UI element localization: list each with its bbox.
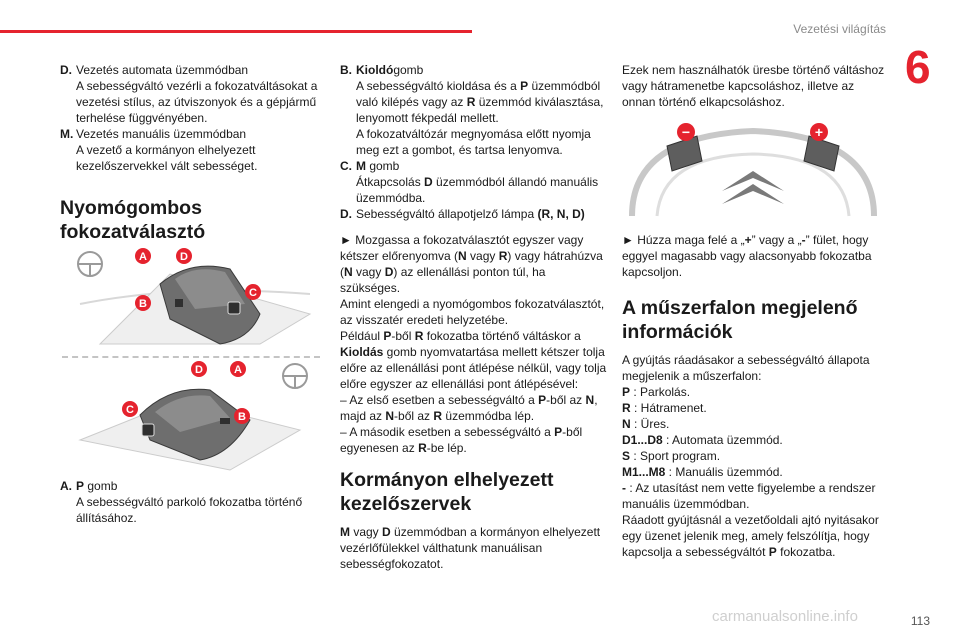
definition-text: Átkapcsolás D üzemmódból állandó manuális üzemmódba. <box>356 175 599 205</box>
definition-text: A sebességváltó vezérli a fokozatváltásokat a vezetési stílus, az útviszonyok és a gépjármű terhelése függvényében. <box>76 79 318 125</box>
page-number: 113 <box>910 614 930 628</box>
definition-text: A fokozatváltózár megnyomása előtt nyomja meg ezt a gombot, és tartsa lenyomva. <box>356 127 591 157</box>
label-d-marker <box>176 248 192 264</box>
definition-key: B. <box>340 63 352 77</box>
minus-paddle <box>667 136 702 171</box>
paddle-instruction: ► Húzza maga felé a „+” vagy a „-” fület, hogy eggyel magasabb vagy alacsonyabb fokozatba kapcsoljon. <box>622 233 872 279</box>
plus-paddle <box>804 136 839 171</box>
gear-state-item: M1...M8 : Manuális üzemmód. <box>622 465 783 479</box>
definition-term: M <box>356 159 366 173</box>
instruction-paragraph: ► Mozgassa a fokozatválasztót egyszer vagy kétszer előrenyomva (N vagy R) vagy hátrahúzva (N vagy D) az ellenállási ponton túl, ha szükséges. <box>340 233 603 295</box>
chapter-number: 6 <box>905 41 931 93</box>
label-b-marker <box>135 295 151 311</box>
svg-text:−: − <box>681 124 691 140</box>
definition-text: Sebességváltó állapotjelző lámpa (R, N, D) <box>356 207 585 221</box>
definition-term: Kioldó <box>356 63 394 77</box>
gear-state-list <box>622 384 886 512</box>
svg-text:B: B <box>139 298 147 310</box>
label-d-marker <box>191 361 207 377</box>
gear-state-item: S : Sport program. <box>622 449 721 463</box>
definition-text: A vezető a kormányon elhelyezett kezelőszervekkel vált sebességet. <box>76 143 258 173</box>
svg-text:D: D <box>195 364 203 376</box>
svg-text:B: B <box>238 411 246 423</box>
definition-key: D. <box>60 63 72 77</box>
definition-c <box>340 158 608 206</box>
paddle-note: Ezek nem használhatók üresbe történő váltáshoz vagy hátramenetbe kapcsoláshoz, illetve az onnan történő elkapcsoláshoz. <box>622 63 885 109</box>
svg-text:C: C <box>126 404 134 416</box>
definition-text: A sebességváltó parkoló fokozatba történő állításához. <box>76 495 303 525</box>
label-a-marker <box>230 361 246 377</box>
dash-item: – A második esetben a sebességváltó a P-ből egyenesen az R-be lép. <box>340 425 583 455</box>
svg-text:D: D <box>180 251 188 263</box>
minus-marker <box>677 123 695 141</box>
svg-text:A: A <box>234 364 242 376</box>
dashboard-info-intro: A gyújtás ráadásakor a sebességváltó állapota megjelenik a műszerfalon: <box>622 353 870 383</box>
dash-item: – Az első esetben a sebességváltó a P-ből az N, majd az N-ből az R üzemmódba lép. <box>340 393 598 423</box>
steering-paddles-figure <box>622 116 884 224</box>
definition-key: D. <box>340 207 352 221</box>
svg-text:C: C <box>249 287 257 299</box>
section-title: Vezetési világítás <box>793 22 886 36</box>
door-warning-text: Ráadott gyújtásnál a vezetőoldali ajtó nyitásakor egy üzenet jelenik meg, amely felszólítja, hogy kapcsolja a sebességváltót P fokozatba. <box>622 513 879 559</box>
top-accent-bar <box>0 30 472 33</box>
svg-text:A: A <box>139 251 147 263</box>
gear-state-item: R : Hátramenet. <box>622 401 707 415</box>
gear-state-item: - : Az utasítást nem vette figyelembe a rendszer manuális üzemmódban. <box>622 481 876 511</box>
definition-key: C. <box>340 159 352 173</box>
label-c-marker <box>122 401 138 417</box>
figure-divider <box>62 356 320 358</box>
gear-state-item: N : Üres. <box>622 417 670 431</box>
label-a-marker <box>135 248 151 264</box>
definition-term-suffix: gomb <box>393 63 424 77</box>
label-b-marker <box>234 408 250 424</box>
definition-text: A sebességváltó kioldása és a P üzemmódból való kilépés vagy az R üzemmód kiválasztása, lenyomott fékpedál mellett. <box>356 79 604 125</box>
column-right <box>622 62 886 110</box>
definition-a <box>60 478 322 526</box>
gear-selector-figure-bottom <box>60 360 320 472</box>
heading-dashboard-info: A műszerfalon megjelenő információk <box>622 297 858 343</box>
column-left <box>60 62 322 244</box>
heading-steering-controls: Kormányon elhelyezett kezelőszervek <box>340 469 554 515</box>
definition-m <box>60 126 322 174</box>
definition-title: Vezetés manuális üzemmódban <box>76 127 247 141</box>
gear-state-item: P : Parkolás. <box>622 385 691 399</box>
svg-text:+: + <box>814 124 824 140</box>
heading-gear-selector: Nyomógombos fokozatválasztó <box>60 197 206 243</box>
plus-marker <box>810 123 828 141</box>
instruction-paragraph: Például P-ből R fokozatba történő váltáskor a Kioldás gomb nyomvatartása mellett kétszer tolja előre az ellenállási pont átlépése nélkül, vagy tolja előre egyszer az ellenállási pont átlépésével: <box>340 329 607 391</box>
definition-d-lamp <box>340 206 608 222</box>
instruction-paragraph: Amint elengedi a nyomógombos fokozatválasztót, az visszatér eredeti helyzetébe. <box>340 297 605 327</box>
definition-b <box>340 62 608 158</box>
gear-state-item: D1...D8 : Automata üzemmód. <box>622 433 783 447</box>
definition-title: Vezetés automata üzemmódban <box>76 63 249 77</box>
definition-term: P <box>76 479 85 493</box>
watermark: carmanualsonline.info <box>712 608 858 625</box>
gear-selector-figure-top <box>60 244 320 356</box>
column-right-lower <box>622 232 886 560</box>
label-c-marker <box>245 284 261 300</box>
definition-term-suffix: gomb <box>366 159 400 173</box>
definition-key: M. <box>60 127 74 141</box>
definition-d <box>60 62 322 126</box>
definition-key: A. <box>60 479 72 493</box>
definition-term-suffix: gomb <box>84 479 118 493</box>
steering-controls-text: M vagy D üzemmódban a kormányon elhelyezett vezérlőfülekkel válthatunk manuálisan sebességfokozatot. <box>340 525 601 571</box>
column-middle <box>340 62 608 572</box>
